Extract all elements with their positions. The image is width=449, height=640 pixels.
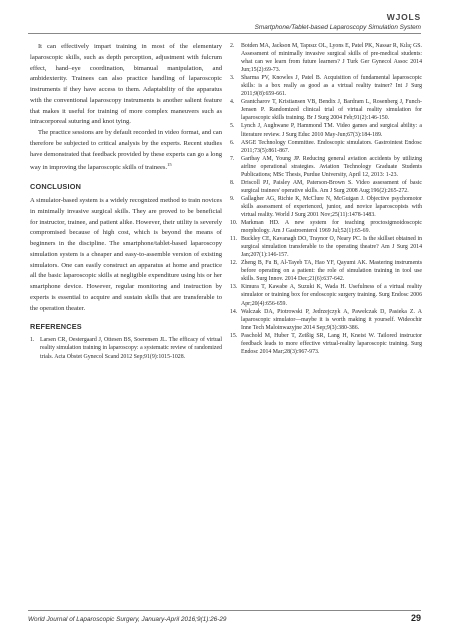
reference-item [230,195,422,219]
reference-number: 9. [230,195,235,202]
reference-text: Garibay AM, Young JP. Reducing general aviation accidents by utilizing airline operational strategies. Aviation Technology Graduate Students Publications; MSc Thesis, Purdue University, April 12, 2013: 1-23. [241,155,422,178]
conclusion-paragraph: A simulator-based system is a widely recognized method to train novices in minimally invasive surgical skills. They are proved to be beneficial for instructor, trainee, and patient alike. However, their utility is severely compromised because of high cost, which is beyond the means of beginners in the discipline. The smartphone/tablet-based laparoscopy simulation system is a cheaper and easy-to-assemble version of existing simulators. One can easily construct an apparatus at home and practice all the basic laparoscopic skills at negligible expenditure using his or her smartphone device. However, regular monitoring and instruction by experts is essential to acquire and sustain skills that are transferable to the operation theater. [30,197,222,312]
running-title: Smartphone/Tablet-based Laparoscopy Simulation System [254,24,421,31]
reference-number: 3. [230,75,235,82]
reference-text: Paschold M, Huber T, Zeißig SR, Lang H, Kneist W. Tailored instructor feedback leads to more effective virtual-reality laparoscopic training. Surg Endosc 2014 Mar;28(3):967-973. [241,332,422,355]
paragraph-text: The practice sessions are by default recorded in video format, and can therefore be subjected to critical analysis by the experts. Recent studies have demonstrated that feedback provided by these experts can go a long way in improving the laparoscopic skills of trainees. [30,129,222,172]
conclusion-heading: CONCLUSION [30,182,82,192]
footer-divider [28,610,421,611]
reference-text: Sharma PV, Knowles J, Patel B. Acquisition of fundamental laparoscopic skills: is a box really as good as a virtual reality trainer? Int J Surg 2011;9(8):659-661. [241,75,422,98]
reference-item [30,336,222,360]
footer-journal-citation: World Journal of Laparoscopic Surgery, January-April 2016;9(1):26-29 [28,616,227,623]
reference-number: 14. [230,308,238,315]
reference-text: ASGE Technology Committee. Endoscopic simulators. Gastrointest Endosc 2011;73(5):861-867. [241,139,422,154]
reference-number: 2. [230,43,235,49]
reference-number: 11. [230,236,238,243]
reference-text: Kimura T, Kawabe A, Suzuki K, Wada H. Usefulness of a virtual reality simulator or training box for endoscopic surgery training. Surg Endosc 2006 Apr;20(4):656-659. [241,284,422,307]
reference-text: Botden MA, Jackson M, Tapısız OL, Lyons E, Patel PK, Nassar R, Kılıç GS. Assessment of minimally invasive surgical skills of pre-medical students: what can we learn from future learners? J Turk Ger Gynecol Assoc 2014 Jun;15(2):69-73. [241,43,422,74]
reference-number: 7. [230,155,235,162]
reference-list [30,336,222,360]
page-number: 29 [410,613,421,623]
header-divider [28,33,421,34]
reference-text: Lynch J, Aughwane P, Hammond TM. Video games and surgical ability: a literature review. J Surg Educ 2010 May-Jun;67(3):184-189. [241,123,422,138]
reference-text: Driscoll PJ, Paisley AM, Paterson-Brown S. Video assessment of basic surgical trainees' operative skills. Am J Surg 2008 Aug;196(2):265-272. [241,179,422,194]
reference-text: Grantcharov T, Kristiansen VB, Bendix J, Bardram L, Rosenberg J, Funch-Jensen P. Randomized clinical trial of virtual reality simulation for laparoscopic skills training. Br J Surg 2004 Feb;91(2):146-150. [241,99,422,122]
reference-number: 1. [30,337,35,344]
reference-item [230,332,422,356]
right-column [230,42,422,356]
reference-number: 8. [230,179,235,186]
reference-text: Buckley CE, Kavanagh DO, Traynor O, Neary PC. Is the skillset obtained in surgical simulation transferable to the operating theatre? Am J Surg 2014 Jan;207(1):146-157. [241,236,422,259]
reference-item [230,259,422,283]
reference-number: 5. [230,123,235,130]
reference-item [230,122,422,138]
reference-item [230,42,422,74]
reference-item [230,179,422,195]
reference-text: Gallagher AG, Richie K, McClure N, McGuigan J. Objective psychomotor skills assessment of experienced, junior, and novice laparoscopists with virtual reality. World J Surg 2001 Nov;25(11):1478-1483. [241,195,422,218]
body-paragraph [30,128,222,174]
reference-item [230,308,422,332]
reference-number: 4. [230,99,235,106]
reference-item [230,219,422,235]
left-column [30,42,222,361]
reference-number: 6. [230,139,235,146]
reference-text: Walczak DA, Piotrowski P, Jedrzejczyk A, Pawelczak D, Pasieka Z. A laparoscopic simulator—maybe it is worth making it yourself. Wideochir Inne Tech Maloinwazyjne 2014 Sep;9(3):380-386. [241,308,422,331]
reference-number: 15. [230,332,238,339]
reference-list [230,42,422,356]
reference-item [230,139,422,155]
reference-item [230,155,422,179]
references-heading: REFERENCES [30,322,82,332]
body-paragraph: It can effectively impart training in most of the elementary laparoscopic skills, such as depth perception, adjustment with fulcrum effect, hand–eye coordination, bimanual manipulation, and ambidexterity. Trainees can also practice handling of laparoscopic instruments if they have access to them. Adaptability of the apparatus with the conventional laparoscopy instruments is another salient feature that makes it useful for training of more complex maneuvers such as intracorporeal suturing and knot tying. [30,43,222,126]
reference-number: 13. [230,284,238,291]
reference-item [230,235,422,259]
reference-item [230,98,422,122]
citation-superscript: 15 [167,162,172,168]
reference-text: Zheng B, Fu B, Al-Tayeb TA, Hao YF, Qayumi AK. Mastering instruments before operating on a patient: the role of simulation training in tool use skills. Surg Innov. 2014 Dec;21(6):637-642. [241,260,422,283]
journal-logo: WJOLS [386,12,421,22]
reference-item [230,74,422,98]
reference-text: Markman HD. A new system for teaching proctosigmoidoscopic morphology. Am J Gastroenterol 1969 Jul;52(1):65-69. [241,220,422,235]
reference-text: Larsen CR, Oestergaard J, Ottesen BS, Soerensen JL. The efficacy of virtual reality simulation training in laparoscopy: a systematic review of randomized trials. Acta Obstet Gynecol Scand 2012 Sep;91(9):1015-1028. [40,337,222,360]
reference-number: 10. [230,220,238,227]
reference-number: 12. [230,260,238,267]
reference-item [230,283,422,307]
